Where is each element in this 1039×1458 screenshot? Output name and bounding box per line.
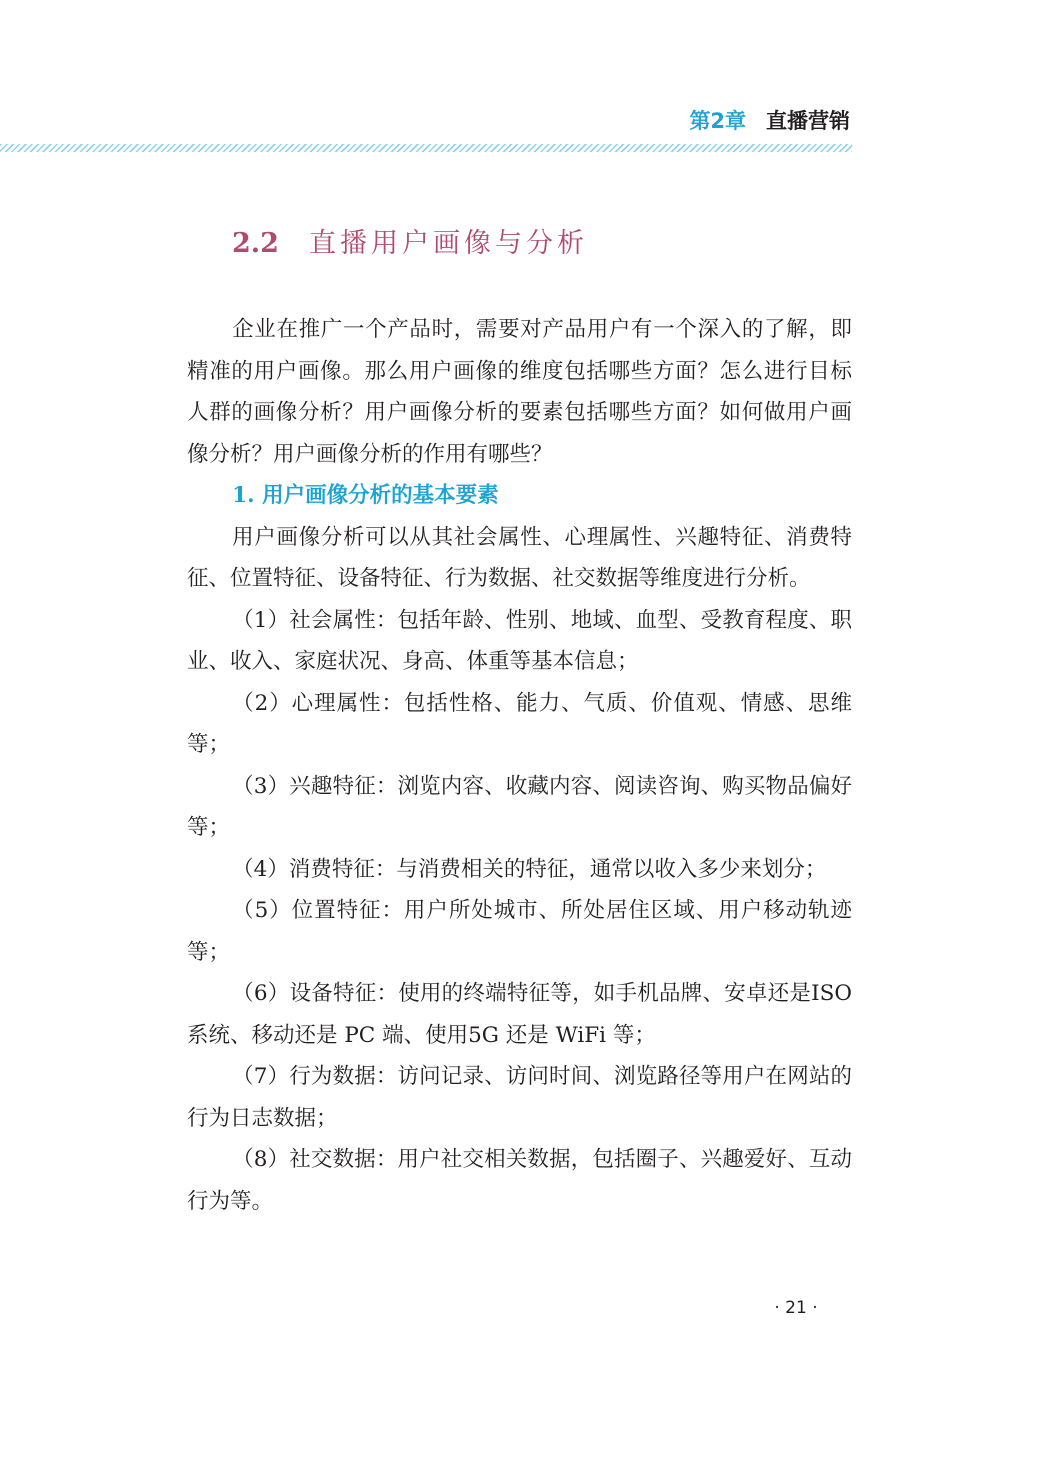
section-number: 2.2 (232, 228, 279, 259)
list-item-psychological: （2）心理属性：包括性格、能力、气质、价值观、情感、思维等； (187, 690, 852, 757)
subheading: 1. 用户画像分析的基本要素 (232, 483, 499, 508)
intro-paragraph: 企业在推广一个产品时，需要对产品用户有一个深入的了解，即精准的用户画像。那么用户画像的维度包括哪些方面？怎么进行目标人群的画像分析？用户画像分析的要素包括哪些方面？如何做用户画像分析？用户画像分析的作用有哪些？ (187, 317, 852, 467)
list-item-behavior: （7）行为数据：访问记录、访问时间、浏览路径等用户在网站的行为日志数据； (187, 1064, 852, 1131)
header-divider (0, 144, 852, 152)
list-item-device: （6）设备特征：使用的终端特征等，如手机品牌、安卓还是ISO 系统、移动还是 PC 端、使用5G 还是 WiFi 等； (187, 981, 852, 1048)
list-item-social: （1）社会属性：包括年龄、性别、地域、血型、受教育程度、职业、收入、家庭状况、身高、体重等基本信息； (187, 607, 852, 674)
page-number: · 21 · (774, 1298, 818, 1318)
chapter-label: 第2章 (689, 109, 746, 133)
subheading-paragraph: 用户画像分析可以从其社会属性、心理属性、兴趣特征、消费特征、位置特征、设备特征、行为数据、社交数据等维度进行分析。 (187, 524, 852, 591)
section-title: 直播用户画像与分析 (308, 228, 588, 259)
list-item-interest: （3）兴趣特征：浏览内容、收藏内容、阅读咨询、购买物品偏好等； (187, 773, 852, 840)
chapter-title: 直播营销 (766, 109, 850, 133)
running-header (0, 106, 850, 136)
list-item-consumption: （4）消费特征：与消费相关的特征，通常以收入多少来划分； (232, 856, 827, 882)
list-item-social-data: （8）社交数据：用户社交相关数据，包括圈子、兴趣爱好、互动行为等。 (187, 1147, 852, 1214)
section-heading (232, 226, 588, 262)
body-text (187, 309, 852, 1222)
list-item-location: （5）位置特征：用户所处城市、所处居住区域、用户移动轨迹等； (187, 898, 852, 965)
